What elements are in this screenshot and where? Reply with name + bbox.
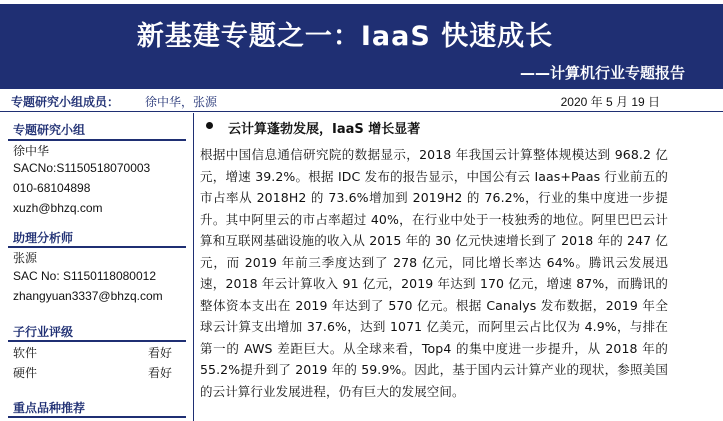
report-title: 新基建专题之一：IaaS 快速成长 <box>136 21 554 52</box>
researcher-sac: SACNo:S1150518070003 <box>13 161 151 175</box>
researcher-phone: 010-68104898 <box>13 181 91 195</box>
rating-value: 看好 <box>148 366 173 380</box>
bullet-icon <box>206 122 213 129</box>
assistant-heading: 助理分析师 <box>13 231 74 245</box>
sidebar <box>0 115 192 421</box>
team-label: 专题研究小组成员： <box>11 95 120 109</box>
picks-heading: 重点品种推荐 <box>13 401 86 415</box>
meta-bar <box>0 89 723 112</box>
section-title: 云计算蓬勃发展，IaaS 增长显著 <box>228 122 421 137</box>
rating-sector: 软件 <box>13 346 38 360</box>
section-divider <box>8 416 186 418</box>
researcher-name: 徐中华 <box>13 144 50 158</box>
assistant-name: 张源 <box>13 251 38 265</box>
ratings-heading: 子行业评级 <box>13 325 74 339</box>
assistant-email[interactable]: zhangyuan3337@bhzq.com <box>13 289 163 303</box>
report-date: 2020 年 5 月 19 日 <box>560 95 660 109</box>
assistant-sac: SAC No: S1150118080012 <box>13 269 156 283</box>
rating-value: 看好 <box>148 346 173 360</box>
section-divider <box>8 139 186 141</box>
column-divider <box>193 113 194 421</box>
researcher-heading: 专题研究小组 <box>13 123 86 137</box>
title-banner <box>0 4 723 89</box>
rating-sector: 硬件 <box>13 366 38 380</box>
team-names: 徐中华，张源 <box>145 95 218 109</box>
body-paragraph: 根据中国信息通信研究院的数据显示，2018 年我国云计算整体规模达到 968.2 亿元，增速 39.2%。根据 IDC 发布的报告显示，中国公有云 Iaas+Paas 行业前五的市占率从 2018H2 的 73.6%增加到 2019H2 的 76.2%，行业的集中度进一步提升。其中阿里云的市占率超过 40%，在行业中处于一枝独秀的地位。阿里巴巴云计算和互联网基础设施的收入从 2015 年的 30 亿元快速增长到了 2018 年的 247 亿元，而 2019 年前三季度达到了 278 亿元，同比增长率达 64%。腾讯云发展迅速，2018 年云计算收入 91 亿元，2019 年达到 170 亿元，增速 87%，而腾讯的整体资本支出在 2019 年达到了 570 亿元。根据 Canalys 发布数据，2019 年全球云计算支出增加 37.6%，达到 1071 亿美元，而阿里云占比仅为 4.9%，与排在第一的 AWS 差距巨大。从全球来看，Top4 的集中度进一步提升，从 2018 年的 55.2%提升到了 2019 年的 59.9%。因此，基于国内云计算产业的现状，参照美国的云计算行业发展进程，仍有巨大的发展空间。 <box>200 147 668 399</box>
section-divider <box>8 246 186 248</box>
report-subtitle: ——计算机行业专题报告 <box>519 64 685 82</box>
researcher-email[interactable]: xuzh@bhzq.com <box>13 201 103 215</box>
section-divider <box>8 340 186 342</box>
